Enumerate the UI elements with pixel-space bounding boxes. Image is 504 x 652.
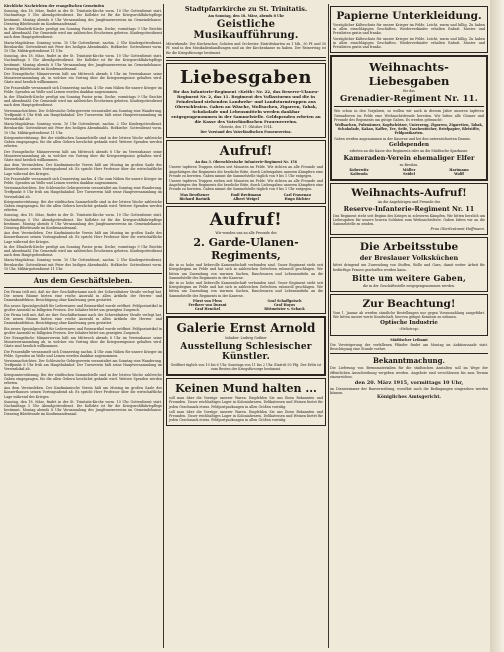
xmas-where: Gaben werden angenommen in der Kaserne und bei den unterzeichneten Damen. (334, 136, 471, 141)
article-paragraph: In der Elisabeth-Kirche predigt am Sonntag Pastor prim. Decke; vormittags 9 Uhr Beichte und Abendmahl. Die Gemeinde wird um zahlreiches Erscheinen gebeten. Kindergottesdienst nach dem Hauptgottesdienst. (4, 244, 162, 258)
gallery-title: Galerie Ernst Arnold (176, 321, 316, 336)
xmas-call-ad (330, 183, 488, 236)
liebesgaben-ad (166, 63, 326, 138)
xmas-club: Kameraden-Verein ehemaliger Elfer (343, 154, 475, 163)
attn-title: Zur Beachtung! (362, 298, 456, 311)
paper-text: Vorzüglicher Kälteschutz für unsere Krieger im Felde. Leicht, warm und billig. Zu haben in allen einschlägigen Geschäften. Wiederverkäufer erhalten Rabatt. Muster und Preislisten gratis und franko. (333, 36, 485, 50)
xmas-club-sub: zu Breslau. (399, 163, 419, 168)
signatory: Graf Hoyos (273, 303, 296, 308)
signatory-row (169, 307, 323, 311)
article-paragraph: Kriegsunterstützung. Bei der städtischen Sammelstelle sind in der letzten Woche zahlreiche Gaben eingegangen, für die allen Gebern herzlichst gedankt wird. Weitere Spenden werden erbeten. (4, 372, 162, 386)
signatory: Hartmann (449, 168, 469, 173)
xmas-title: Weihnachts-Liebesgaben (368, 60, 450, 89)
article-paragraph: Die Frauenhilfe versammelt sich Donnerstag nachm. 4 Uhr zum Nähen für unsere Krieger im Felde. Spenden an Wolle und Leinen werden dankbar angenommen. (4, 85, 162, 94)
signatory: Freiherr von Durant (188, 303, 227, 308)
auction-date: den 20. März 1915, vormittags 10 Uhr, (354, 379, 464, 386)
article-paragraph: Aus dem Vereinsleben. Der Kaufmännische Verein hält am Montag im großen Saale des Konzerthauses seinen Vortragsabend ab. Es spricht Herr Professor über die wirtschaftliche Lage während des Krieges. (4, 231, 162, 244)
article-paragraph: Maria-Magdalena: Sonntag vorm. 10 Uhr Gottesdienst, nachm. 2 Uhr Kindergottesdienst. Bernhardin: Gottesdienst mit Feier des heiligen Abendmahls. Hofkirche: Gottesdienst vorm. 10 Uhr, Militärgottesdienst 11 Uhr. (4, 258, 162, 271)
mouth-title: Keinen Mund halten ... (175, 382, 317, 396)
signatory: Richard Bartnik (179, 196, 211, 201)
article-paragraph: Ein neues Spezialgeschäft für Lederwaren und Reiseartikel wurde eröffnet. Feldpostartikel in großer Auswahl zu billigsten Preisen. Der Inhaber bittet um geneigten Zuspruch. (4, 326, 162, 335)
paper-underwear-ad (330, 6, 488, 53)
signatory: Carl Frauenau (283, 192, 311, 197)
auction-text: im Dienstzimmer der Bauverwaltung, woselbst auch die Bedingungen eingesehen werden können. (330, 386, 488, 396)
mouth-text: soll man über die Vorzüge unserer Waren. Empfehlen Sie uns Ihren Bekannten und Freunden. Unser reichhaltiges Lager in Kolonialwaren, Delikatessen und Weinen bietet für jeden Geschmack etwas. Feldpostpackungen in allen Größen vorrätig. (169, 396, 323, 409)
auction-signature: Königliches Amtsgericht. (377, 395, 441, 401)
paper-text: Vorzüglicher Kälteschutz für unsere Krieger im Felde. Leicht, warm und billig. Zu haben in allen einschlägigen Geschäften. Wiederverkäufer erhalten Rabatt. Muster und Preislisten gratis und franko. (333, 23, 485, 36)
article-paragraph: Maria-Magdalena: Sonntag vorm. 10 Uhr Gottesdienst, nachm. 2 Uhr Kindergottesdienst. Bernhardin: Gottesdienst mit Feier des heiligen Abendmahls. Hofkirche: Gottesdienst vorm. 10 Uhr, Militärgottesdienst 11 Uhr. (4, 40, 162, 54)
aid-subtitle: der Breslauer Volksküchen (359, 254, 459, 263)
mouth-text: soll man über die Vorzüge unserer Waren. Empfehlen Sie uns Ihren Bekannten und Freunden. Unser reichhaltiges Lager in Kolonialwaren, Delikatessen und Weinen bietet für jeden Geschmack etwas. Feldpostpackungen in allen Größen vorrätig. (169, 409, 323, 423)
article-paragraph: Die Firma teilt mit, daß sie ihre Geschäftsräume nach der Schweidnitzer Straße verlegt hat. Die neuen Räume bieten eine reiche Auswahl in allen Artikeln der Herren- und Damenkonfektion. Besichtigung ohne Kaufzwang gern gestattet. (4, 289, 162, 303)
signatory: Hugo Richter (284, 196, 311, 201)
gallery-ad (166, 316, 326, 376)
section-rule (4, 287, 162, 288)
gallery-exhibition: Ausstellung Schlesischer Künstler. (180, 341, 312, 362)
liebesgaben-text: für das Infanterie-Regiment »Keith« Nr. 22, das Reserve-Ulanen-Regiment Nr. 2, das 11. Regiment des Volkssturms und die in Feindesland stehenden Landwehr- und Landsturmtruppen aus Oberschlesien. Gaben an Wäsche, Wollsachen, Zigarren, Tabak, Schokolade und Lebensmitteln werden dankbar entgegengenommen in der Sammelstelle. Geldspenden erbeten an die Kasse des Vaterländischen Frauenvereins. (171, 88, 321, 124)
aufruf-subtitle: An das 3. Oberschlesische Infanterie-Regiment Nr. 156 (194, 160, 297, 165)
article-paragraph: Die Frauenhilfe versammelt sich Donnerstag nachm. 4 Uhr zum Nähen für unsere Krieger im Felde. Spenden an Wolle und Leinen werden dankbar angenommen. (4, 176, 162, 185)
article-paragraph: Der Evangelische Männerverein hält am Mittwoch abends 8 Uhr im Vereinshause seine Monatsversammlung ab, in welcher ein Vortrag über die Kriegsereignisse gehalten wird. Gäste sind herzlich willkommen. (4, 72, 162, 85)
auction-text: Die Lieferung von Brennmaterialien für die städtischen Anstalten soll im Wege der öffentlichen Ausschreibung vergeben werden. Angebote sind verschlossen bis zum Termin einzureichen. (330, 366, 488, 379)
article-paragraph: Die Frauenhilfe versammelt sich Donnerstag nachm. 4 Uhr zum Nähen für unsere Krieger im Felde. Spenden an Wolle und Leinen werden dankbar angenommen. (4, 349, 162, 358)
article-paragraph: Sonntag, den 18. März, findet in der St. Trinitatis-Kirche vorm. 10 Uhr Gottesdienst statt. Nachmittags 5 Uhr Abendgottesdienst. Die Kollekte ist für die Kriegswohlfahrtspflege bestimmt. Montag abends 8 Uhr Versammlung des Jungfrauenvereins im Gemeindehause. Dienstag Bibelstunde im Konfirmandensaal. (4, 54, 162, 71)
liebesgaben-signature: Der Vorstand des Vaterländischen Frauenvereins. (200, 130, 292, 135)
aufruf-subtitle: Wir wenden uns an alle Freunde des (215, 231, 277, 236)
signatory: Kaliwoda (350, 172, 368, 177)
signatory: Graf Henckel (194, 307, 221, 312)
column-divider (328, 4, 329, 648)
aufruf-text: die in so hohe und liebevolle Kameradschaft verbunden sind. Unser Regiment steht seit Kriegsbeginn im Felde und hat sich in zahlreichen Gefechten ruhmvoll geschlagen. Wir bitten um Zusendung von warmen Sachen, Rauchwaren und Lebensmitteln an die Sammelstelle des Regiments in der Kaserne. (169, 263, 323, 280)
signatory-row (334, 172, 484, 176)
article-paragraph: In der Elisabeth-Kirche predigt am Sonntag Pastor prim. Decke; vormittags 9 Uhr Beichte und Abendmahl. Die Gemeinde wird um zahlreiches Erscheinen gebeten. Kindergottesdienst nach dem Hauptgottesdienst. (4, 95, 162, 108)
aufruf-title: Aufruf! (219, 144, 273, 160)
call-title: Weihnachts-Aufruf! (351, 186, 467, 199)
xmas-list: Wollsachen, Pulswärmer, Kopfschützer, Unterzeug, Zigarren, Zigaretten, Tabak, Schokolade, Kakao, Kaffee, Tee, Seife, Taschentücher, Briefpapier, Bleistifte, Feldpostkarten. (335, 123, 483, 136)
attn-text: Vom 1. Januar ab werden sämtliche Bestellungen nur gegen Vorauszahlung ausgeführt. Wir bitten unsere werte Kundschaft, hiervon gütigst Kenntnis zu nehmen. (333, 311, 485, 320)
aufruf-text: Unsere tapferen Truppen stehen seit Monaten im Felde. Wir richten an alle Freunde und Angehörigen des Regiments die herzliche Bitte, durch Liebesgaben unseren Kämpfern eine Freude zu bereiten. Gaben nimmt die Sammelstelle täglich von 9 bis 1 Uhr entgegen. (169, 165, 323, 178)
article-paragraph: Aus dem Vereinsleben. Der Kaufmännische Verein hält am Montag im großen Saale des Konzerthauses seinen Vortragsabend ab. Es spricht Herr Professor über die wirtschaftliche Lage während des Krieges. (4, 163, 162, 176)
attn-firm: Optische Industrie (380, 320, 438, 327)
xmas-gifts-ad (330, 55, 488, 180)
liebesgaben-title: Liebesgaben (180, 66, 312, 88)
church-subtitle: Am Sonntag, den 18. März, abends 8 Uhr (207, 14, 285, 18)
aufruf-title: Aufruf! (209, 210, 283, 231)
attn-firm-sub: »Heliotrop« (399, 327, 419, 332)
column-2 (166, 4, 326, 648)
xmas-text: Wie schon in den Vorjahren, so wollen wir auch in diesem Jahre unseren tapferen Grenadieren im Felde eine Weihnachtsfreude bereiten. Wir bitten alle Gönner und Freunde des Regiments um gütige Gaben. Es werden gebraucht: (334, 109, 484, 122)
article-paragraph: Der Evangelische Männerverein hält am Mittwoch abends 8 Uhr im Vereinshause seine Monatsversammlung ab, in welcher ein Vortrag über die Kriegsereignisse gehalten wird. Gäste sind herzlich willkommen. (4, 336, 162, 349)
article-paragraph: Kriegsunterstützung. Bei der städtischen Sammelstelle sind in der letzten Woche zahlreiche Gaben eingegangen, für die allen Gebern herzlichst gedankt wird. Weitere Spenden werden erbeten. (4, 135, 162, 149)
article-paragraph: Ein neues Spezialgeschäft für Lederwaren und Reiseartikel wurde eröffnet. Feldpostartikel in großer Auswahl zu billigsten Preisen. Der Inhaber bittet um geneigten Zuspruch. (4, 303, 162, 312)
signatory: Graf Schaffgotsch (267, 298, 302, 303)
column-divider (163, 4, 164, 648)
call-text: Das Regiment steht seit Beginn des Krieges in schweren Kämpfen. Wir bitten herzlich um Liebesgaben für unsere braven Soldaten zum Weihnachtsfeste. Gaben bitten wir an die Sammelstelle zu senden. (333, 213, 485, 227)
xmas-subtitle: für das (403, 89, 415, 94)
signatory: Wolff (454, 172, 464, 177)
signatory: Rittmeister v. Schack (264, 307, 305, 312)
church-title: Stadtpfarrkirche zu St. Trinitatis. (184, 5, 308, 13)
article-paragraph: Der Evangelische Männerverein hält am Mittwoch abends 8 Uhr im Vereinshause seine Monatsversammlung ab, in welcher ein Vortrag über die Kriegsereignisse gehalten wird. Gäste sind herzlich willkommen. (4, 149, 162, 162)
section-heading: Aus dem Geschäftsleben. (33, 275, 133, 285)
column-heading: Kirchliche Nachrichten der evangelischen Gemeinden (4, 4, 105, 8)
call-regiment: Reserve-Infanterie-Regiment Nr. 11 (343, 204, 475, 213)
article-paragraph: Sonntag, den 18. März, findet in der St. Trinitatis-Kirche vorm. 10 Uhr Gottesdienst statt. Nachmittags 5 Uhr Abendgottesdienst. Die Kollekte ist für die Kriegswohlfahrtspflege bestimmt. Montag abends 8 Uhr Versammlung des Jungfrauenvereins im Gemeindehause. Dienstag Bibelstunde im Konfirmandensaal. (4, 213, 162, 230)
article-paragraph: Vereinsnachrichten. Der Schlesische Gebirgsverein veranstaltet am Sonntag eine Wanderung. Treffpunkt 8 Uhr früh am Hauptbahnhof. Der Turnverein hält seine Hauptversammlung im Vereinslokal ab. (4, 186, 162, 199)
liebesgaben-date: Gleiwitz, den 17. Oktober 1914. (219, 124, 273, 129)
article-paragraph: Sonntag, den 18. März, findet in der St. Trinitatis-Kirche vorm. 10 Uhr Gottesdienst statt. Nachmittags 5 Uhr Abendgottesdienst. Die Kollekte ist für die Kriegswohlfahrtspflege bestimmt. Montag abends 8 Uhr Versammlung des Jungfrauenvereins im Gemeindehause. Dienstag Bibelstunde im Konfirmandensaal. (4, 9, 162, 26)
article-paragraph: In der Elisabeth-Kirche predigt am Sonntag Pastor prim. Decke; vormittags 9 Uhr Beichte und Abendmahl. Die Gemeinde wird um zahlreiches Erscheinen gebeten. Kindergottesdienst nach dem Hauptgottesdienst. (4, 27, 162, 40)
concert-title: Geistliche Musikaufführung. (193, 19, 299, 42)
signatory: Emil Breitmann (230, 192, 262, 197)
signatory: Seidel (403, 172, 415, 177)
article-paragraph: Maria-Magdalena: Sonntag vorm. 10 Uhr Gottesdienst, nachm. 2 Uhr Kindergottesdienst. Bernhardin: Gottesdienst mit Feier des heiligen Abendmahls. Hofkirche: Gottesdienst vorm. 10 Uhr, Militärgottesdienst 11 Uhr. (4, 122, 162, 135)
article-paragraph: Kriegsunterstützung. Bei der städtischen Sammelstelle sind in der letzten Woche zahlreiche Gaben eingegangen, für die allen Gebern herzlichst gedankt wird. Weitere Spenden werden erbeten. (4, 199, 162, 213)
article-paragraph: Sonntag, den 18. März, findet in der St. Trinitatis-Kirche vorm. 10 Uhr Gottesdienst statt. Nachmittags 5 Uhr Abendgottesdienst. Die Kollekte ist für die Kriegswohlfahrtspflege bestimmt. Montag abends 8 Uhr Versammlung des Jungfrauenvereins im Gemeindehause. Dienstag Bibelstunde im Konfirmandensaal. (4, 399, 162, 417)
xmas-money-heading: Geldspenden (389, 141, 429, 148)
article-paragraph: Vereinsnachrichten. Der Schlesische Gebirgsverein veranstaltet am Sonntag eine Wanderung. Treffpunkt 8 Uhr früh am Hauptbahnhof. Der Turnverein hält seine Hauptversammlung im Vereinslokal ab. (4, 359, 162, 372)
section-rule (4, 273, 162, 274)
aufruf-text: die in so hohe und liebevolle Kameradschaft verbunden sind. Unser Regiment steht seit Kriegsbeginn im Felde und hat sich in zahlreichen Gefechten ruhmvoll geschlagen. Wir bitten um Zusendung von warmen Sachen, Rauchwaren und Lebensmitteln an die Sammelstelle des Regiments in der Kaserne. (169, 281, 323, 298)
column-1 (4, 4, 162, 648)
work-room-ad (330, 237, 488, 292)
aid-text: bittet dringend um Zuwendung von Stoffen, Wolle und Garn, damit weiter Arbeit für bedürftige Frauen geschaffen werden kann. (333, 263, 485, 272)
article-paragraph: Vereinsnachrichten. Der Schlesische Gebirgsverein veranstaltet am Sonntag eine Wanderung. Treffpunkt 8 Uhr früh am Hauptbahnhof. Der Turnverein hält seine Hauptversammlung im Vereinslokal ab. (4, 108, 162, 122)
gallery-subtitle: Inhaber: Ludwig Gutbier (225, 336, 267, 341)
signatory: Fürst von Pless (193, 298, 222, 303)
aid-title: Die Arbeitsstube (359, 241, 459, 254)
section-rule (330, 353, 488, 354)
auction-title: Bekanntmachung. (373, 356, 445, 366)
aufruf-ad-2 (166, 206, 326, 314)
signatory-row (169, 197, 323, 201)
signatory: Albert Weigel (233, 196, 259, 201)
column-3 (330, 4, 488, 648)
city-notice-title: Städtischer Leihamt (390, 337, 428, 342)
paper-title: Papierne Unterkleidung. (336, 10, 482, 22)
article-paragraph: Aus dem Vereinsleben. Der Kaufmännische Verein hält am Montag im großen Saale des Konzerthauses seinen Vortragsabend ab. Es spricht Herr Professor über die wirtschaftliche Lage während des Krieges. (4, 386, 162, 399)
mouth-ad (166, 378, 326, 426)
article-paragraph: Die Firma teilt mit, daß sie ihre Geschäftsräume nach der Schweidnitzer Straße verlegt hat. Die neuen Räume bieten eine reiche Auswahl in allen Artikeln der Herren- und Damenkonfektion. Besichtigung ohne Kaufzwang gern gestattet. (4, 313, 162, 326)
signatory: Müller (402, 168, 416, 173)
section-rule (334, 106, 484, 107)
aid-plea: Bitte um weitere Gaben, (352, 272, 466, 283)
signatory: Koberwitz (349, 168, 369, 173)
signatory: Max Beuthener (180, 192, 210, 197)
call-subtitle: An die Angehörigen und Freunde des (377, 199, 441, 204)
page-gutter (490, 0, 504, 652)
xmas-money-text: erbeten an die Kasse des Regiments oder an die Städtische Sparkasse. (349, 148, 469, 153)
aid-plea-text: die in der Geschäftsstelle entgegengenommen werden. (362, 283, 456, 288)
xmas-regiment: Grenadier-Regiment Nr. 11. (340, 94, 478, 105)
concert-text: Mitwirkende: Der Kirchenchor, Solisten und Orchester. Eintrittskarten zu 1 Mk., 50 Pf. und 30 Pf. sind in den Musikalienhandlungen und an der Kirchenkasse zu haben. Der Reinertrag ist für die Kriegsfürsorge bestimmt. (166, 42, 326, 55)
section-rule (166, 57, 326, 61)
aufruf-regiment: 2. Garde-Ulanen-Regiments, (193, 236, 299, 263)
aufruf-text: Unsere tapferen Truppen stehen seit Monaten im Felde. Wir richten an alle Freunde und Angehörigen des Regiments die herzliche Bitte, durch Liebesgaben unseren Kämpfern eine Freude zu bereiten. Gaben nimmt die Sammelstelle täglich von 9 bis 1 Uhr entgegen. (169, 179, 323, 192)
call-signature: Frau Oberleutnant Hoffmann. (430, 227, 485, 232)
gallery-text: Geöffnet täglich von 10 bis 6 Uhr, Sonntags von 11 bis 2 Uhr. Eintritt 50 Pfg. Der Erlös ist zum Besten der Kriegsfürsorge bestimmt. (170, 362, 322, 371)
attention-ad (330, 294, 488, 336)
city-notice-text: Die Versteigerung der verfallenen Pfänder findet am Montag im Auktionssaale statt. Besichtigung eine Stunde vorher. (330, 342, 488, 352)
aufruf-ad-1 (166, 140, 326, 204)
